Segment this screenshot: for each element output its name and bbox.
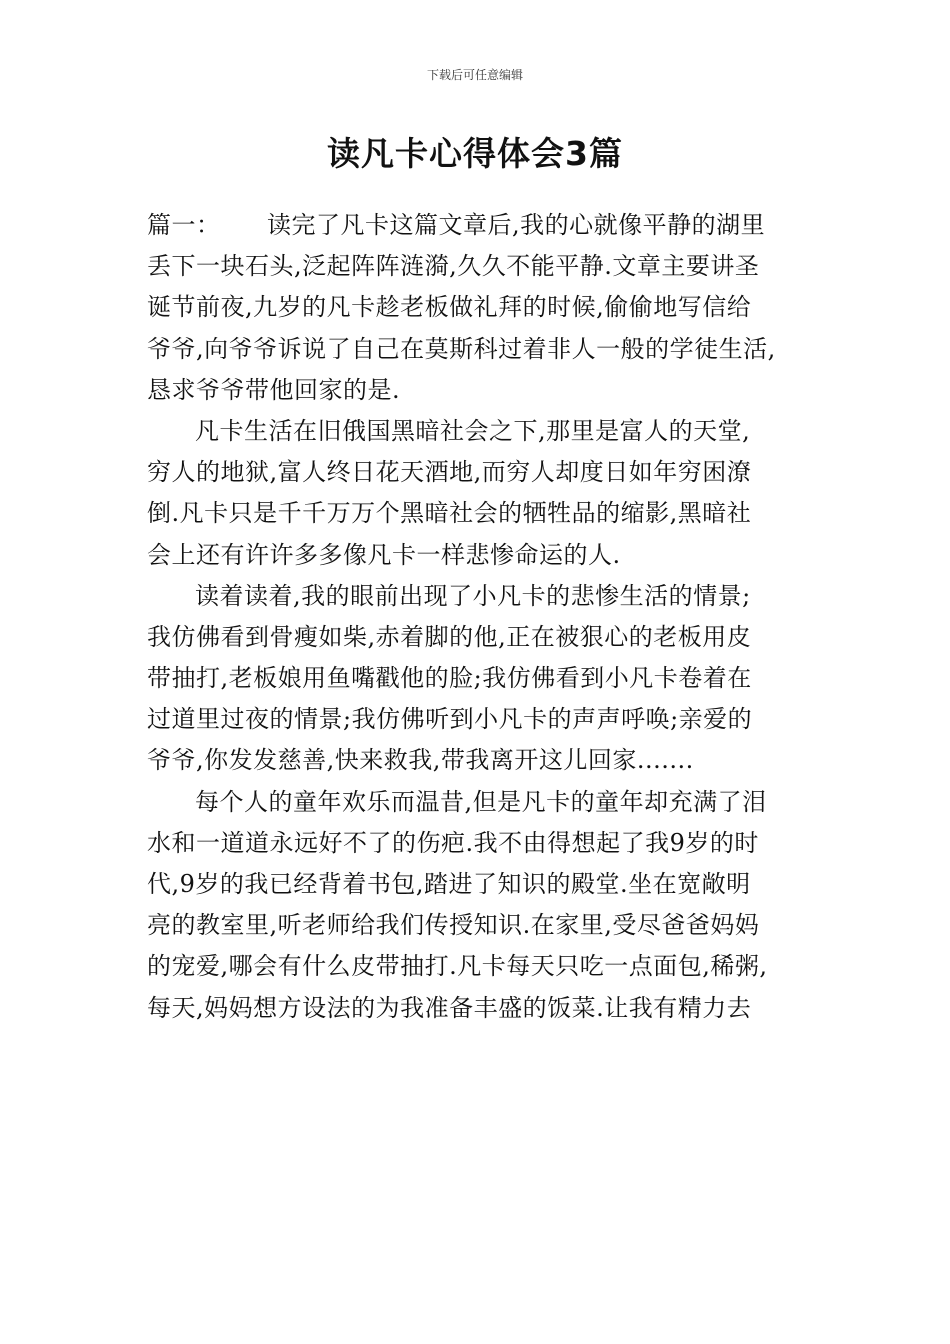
paragraph-line: 的宠爱,哪会有什么皮带抽打.凡卡每天只吃一点面包,稀粥, bbox=[147, 952, 768, 981]
paragraph-line: 每天,妈妈想方设法的为我准备丰盛的饭菜.让我有精力去 bbox=[147, 993, 752, 1022]
paragraph-line: 诞节前夜,九岁的凡卡趁老板做礼拜的时候,偷偷地写信给 bbox=[147, 293, 752, 322]
paragraph-line: 读着读着,我的眼前出现了小凡卡的悲惨生活的情景; bbox=[195, 581, 751, 610]
document-body bbox=[147, 205, 817, 1029]
header-note: 下载后可任意编辑 bbox=[426, 68, 523, 82]
paragraph-line: 恳求爷爷带他回家的是. bbox=[147, 375, 401, 404]
paragraph-line: 亮的教室里,听老师给我们传授知识.在家里,受尽爸爸妈妈 bbox=[147, 911, 760, 940]
document-title: 读凡卡心得体会3篇 bbox=[327, 134, 623, 173]
line-text: 读完了凡卡这篇文章后,我的心就像平静的湖里 bbox=[267, 211, 766, 239]
paragraph-line: 过道里过夜的情景;我仿佛听到小凡卡的声声呼唤;亲爱的 bbox=[147, 705, 753, 734]
paragraph-line: 会上还有许许多多像凡卡一样悲惨命运的人. bbox=[147, 540, 621, 569]
paragraph-line: 爷爷,你发发慈善,快来救我,带我离开这儿回家....... bbox=[147, 746, 694, 775]
paragraph-line: 穷人的地狱,富人终日花天酒地,而穷人却度日如年穷困潦 bbox=[147, 458, 752, 487]
paragraph-line: 我仿佛看到骨瘦如柴,赤着脚的他,正在被狠心的老板用皮 bbox=[147, 622, 752, 651]
paragraph-line: 水和一道道永远好不了的伤疤.我不由得想起了我9岁的时 bbox=[147, 828, 759, 857]
paragraph-line: 丢下一块石头,泛起阵阵涟漪,久久不能平静.文章主要讲圣 bbox=[147, 252, 760, 281]
paragraph-line: 爷爷,向爷爷诉说了自己在莫斯科过着非人一般的学徒生活, bbox=[147, 334, 776, 363]
section-label: 篇一： bbox=[147, 211, 221, 239]
paragraph-line bbox=[147, 205, 817, 246]
paragraph-line: 代,9岁的我已经背着书包,踏进了知识的殿堂.坐在宽敞明 bbox=[147, 870, 751, 898]
paragraph-line: 倒.凡卡只是千千万万个黑暗社会的牺牲品的缩影,黑暗社 bbox=[147, 499, 752, 528]
paragraph-line: 带抽打,老板娘用鱼嘴戳他的脸;我仿佛看到小凡卡卷着在 bbox=[147, 664, 752, 693]
paragraph-line: 凡卡生活在旧俄国黑暗社会之下,那里是富人的天堂, bbox=[195, 416, 751, 445]
paragraph-line: 每个人的童年欢乐而温昔,但是凡卡的童年却充满了泪 bbox=[195, 787, 767, 816]
